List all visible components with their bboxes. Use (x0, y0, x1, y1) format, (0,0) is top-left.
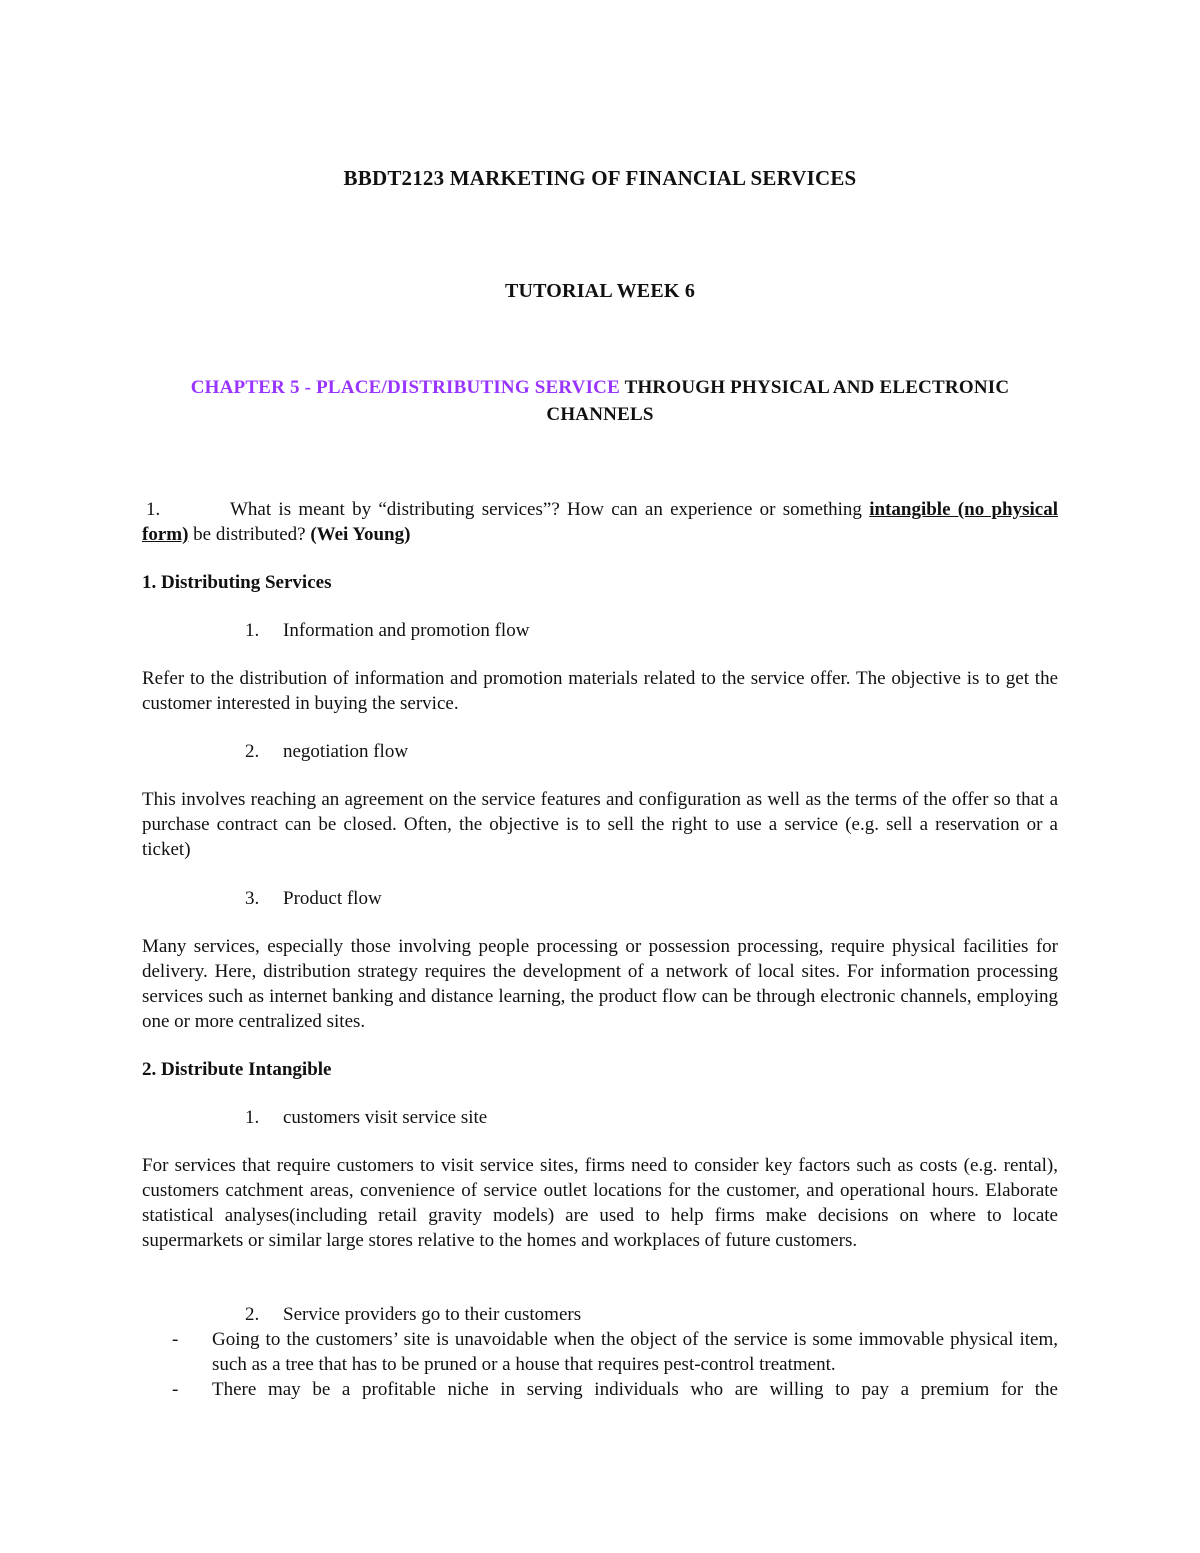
bullet-item (172, 1377, 1058, 1402)
question-number: 1. (146, 499, 161, 520)
body-paragraph: Refer to the distribution of information and promotion materials related to the service offer. The objective is to get the customer interested in buying the service. (142, 668, 1058, 714)
body-paragraph: For services that require customers to visit service sites, firms need to consider key factors such as costs (e.g. rental), customers catchment areas, convenience of service outlet locations for the customer, and operational hours. Elaborate statistical analyses(including retail gravity models) are used to help firms make decisions on where to locate supermarkets or similar large stores relative to the homes and workplaces of future customers. (142, 1155, 1058, 1251)
chapter-title-line2: CHANNELS (546, 404, 654, 425)
list-item (245, 1302, 1045, 1327)
question-paragraph (142, 497, 1058, 547)
bullet-text: There may be a profitable niche in serving individuals who are willing to pay a premium for the (212, 1379, 1058, 1400)
body-paragraph: Many services, especially those involving people processing or possession processing, require physical facilities for delivery. Here, distribution strategy requires the development of a network of local sites. For information processing services such as internet banking and distance learning, the product flow can be through electronic channels, employing one or more centralized sites. (142, 936, 1058, 1032)
list-item (245, 739, 1045, 764)
question-emphasis: intangible (no physical form) (142, 499, 1058, 545)
list-item-label: Product flow (283, 888, 382, 909)
list-item-label: Service providers go to their customers (283, 1304, 582, 1325)
list-item-label: Information and promotion flow (283, 620, 530, 641)
bullet-dash: - (172, 1329, 179, 1350)
body-paragraph: This involves reaching an agreement on the service features and configuration as well as the terms of the offer so that a purchase contract can be closed. Often, the objective is to sell the right to use a service (e.g. sell a reservation or a ticket) (142, 789, 1058, 860)
list-item-number: 2. (245, 1304, 260, 1325)
question-text: What is meant by “distributing services”? How can an experience or something (230, 499, 870, 520)
list-item-number: 1. (245, 1107, 260, 1128)
list-item (245, 1105, 1045, 1130)
list-item-number: 3. (245, 888, 260, 909)
bullet-dash: - (172, 1379, 179, 1400)
list-item (245, 618, 1045, 643)
list-item-number: 2. (245, 741, 260, 762)
chapter-heading (140, 374, 1060, 428)
list-item-number: 1. (245, 620, 260, 641)
question-author: (Wei Young) (310, 524, 411, 545)
chapter-title-rest: THROUGH PHYSICAL AND ELECTRONIC (619, 377, 1010, 398)
question-text-end: be distributed? (188, 524, 311, 545)
list-item (245, 886, 1045, 911)
list-item-label: customers visit service site (283, 1107, 488, 1128)
chapter-title-highlight: CHAPTER 5 - PLACE/DISTRIBUTING SERVICE (190, 377, 620, 398)
bullet-text: Going to the customers’ site is unavoidable when the object of the service is some immovable physical item, such as a tree that has to be pruned or a house that requires pest-control treatment. (212, 1329, 1058, 1375)
list-item-label: negotiation flow (283, 741, 409, 762)
section-1-heading: 1. Distributing Services (142, 572, 332, 593)
section-2-heading: 2. Distribute Intangible (142, 1059, 332, 1080)
tutorial-heading: TUTORIAL WEEK 6 (504, 280, 696, 302)
course-title: BBDT2123 MARKETING OF FINANCIAL SERVICES (343, 166, 857, 190)
bullet-item (172, 1327, 1058, 1377)
